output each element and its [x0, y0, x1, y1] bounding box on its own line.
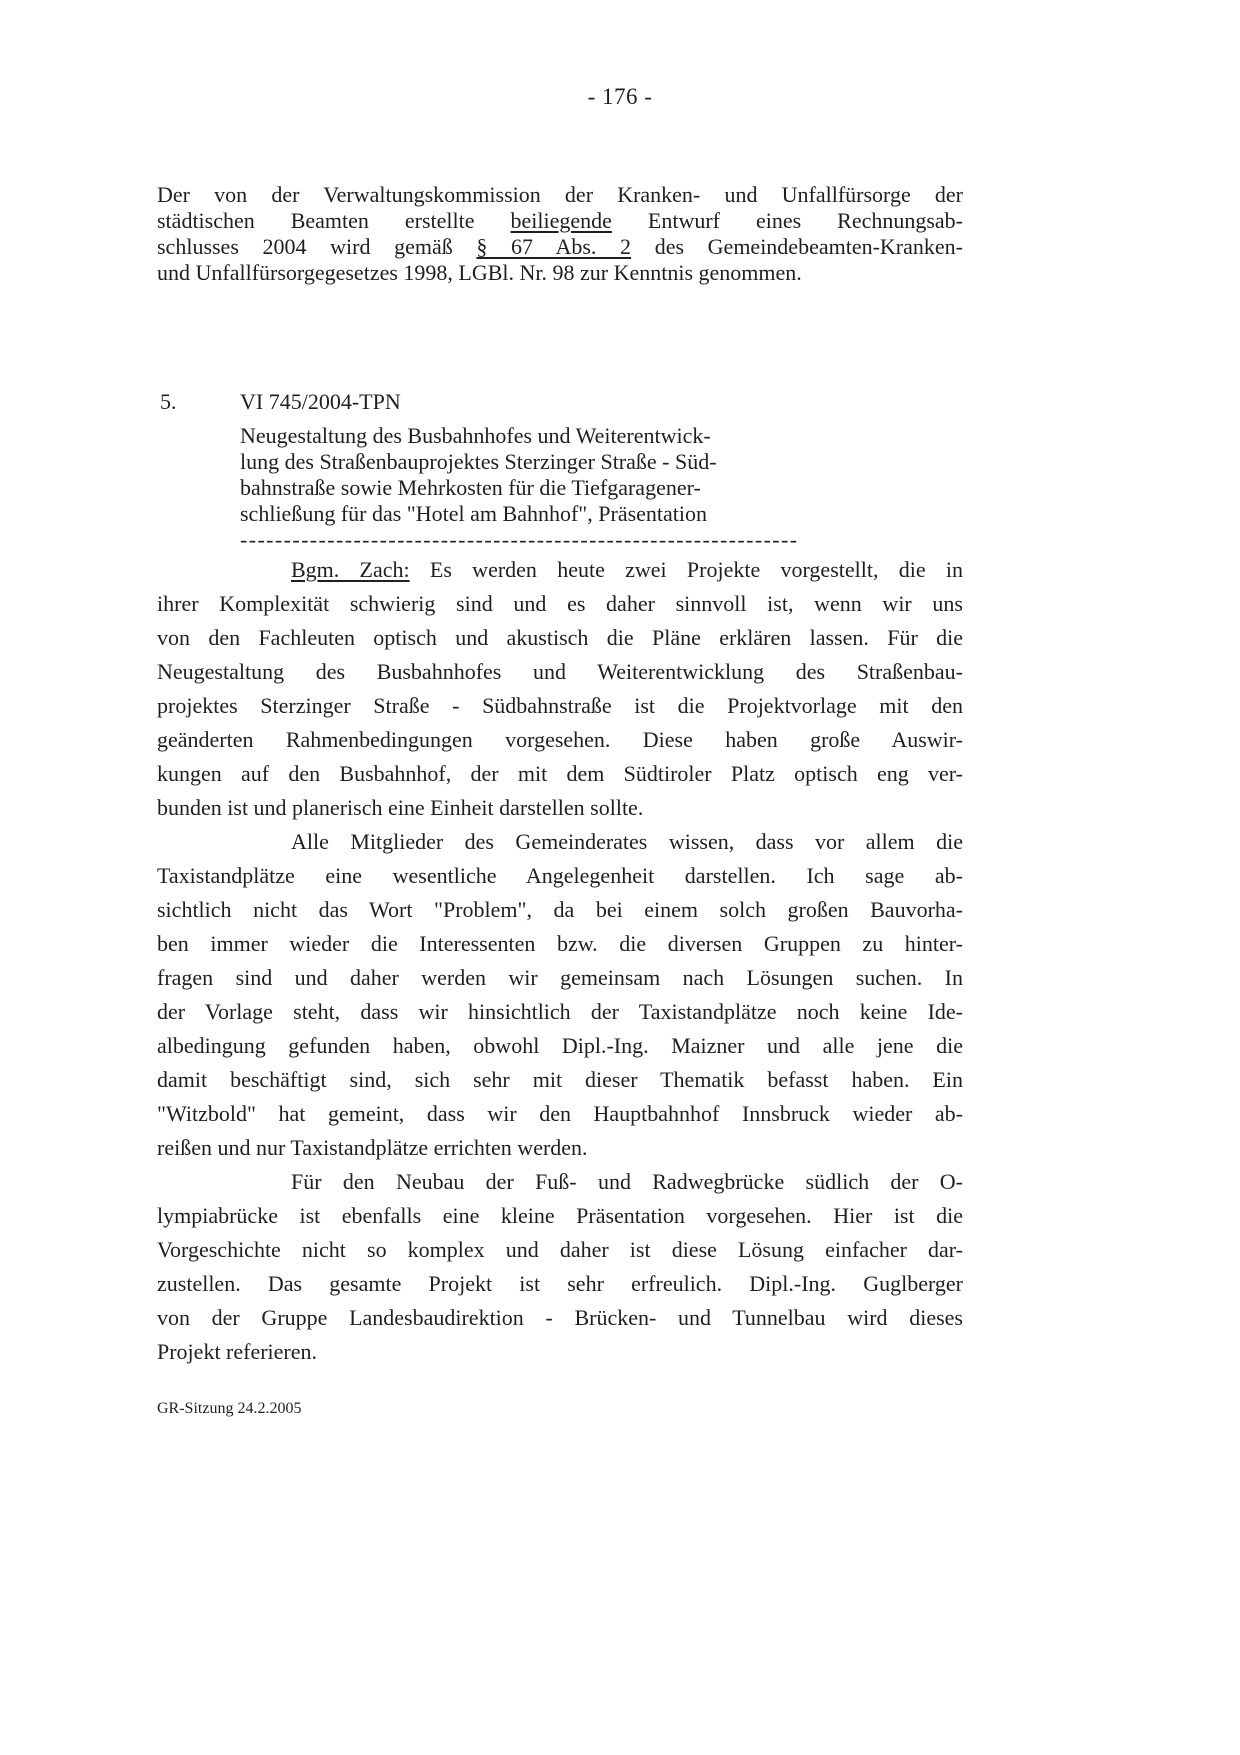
agenda-divider: ---------------------------------------------------------------- — [240, 527, 799, 552]
text-line — [240, 475, 840, 501]
text-line — [157, 1199, 963, 1233]
text-line — [157, 927, 963, 961]
text-line — [157, 1029, 963, 1063]
text-segment: reißen und nur Taxistandplätze errichten werden. — [157, 1135, 588, 1160]
text-segment: ben immer wieder die Interessenten bzw. die diversen Gruppen zu hinter- — [157, 931, 963, 956]
text-line — [157, 757, 963, 791]
underlined-text: § 67 Abs. 2 — [476, 234, 632, 259]
text-segment: ihrer Komplexität schwierig sind und es daher sinnvoll ist, wenn wir uns — [157, 591, 963, 616]
text-segment: lympiabrücke ist ebenfalls eine kleine Präsentation vorgesehen. Hier ist die — [157, 1203, 963, 1228]
page-footer: GR-Sitzung 24.2.2005 — [157, 1400, 302, 1417]
text-line — [157, 260, 963, 286]
text-segment: zustellen. Das gesamte Projekt ist sehr erfreulich. Dipl.-Ing. Guglberger — [157, 1271, 963, 1296]
text-segment: schlusses 2004 wird gemäß — [157, 234, 477, 259]
text-segment: geänderten Rahmenbedingungen vorgesehen. Diese haben große Auswir- — [157, 727, 963, 752]
text-line — [157, 859, 963, 893]
text-line — [157, 208, 963, 234]
text-segment: städtischen Beamten erstellte — [157, 208, 511, 233]
text-segment: albedingung gefunden haben, obwohl Dipl.-Ing. Maizner und alle jene die — [157, 1033, 963, 1058]
intro-paragraph — [157, 182, 963, 286]
agenda-item-reference: VI 745/2004-TPN — [240, 389, 401, 414]
text-line — [157, 182, 963, 208]
text-segment: des Gemeindebeamten-Kranken- — [631, 234, 963, 259]
text-segment: Der von der Verwaltungskommission der Kranken- und Unfallfürsorge der — [157, 182, 963, 207]
text-segment: Projekt referieren. — [157, 1339, 318, 1364]
text-line — [157, 553, 963, 587]
text-line — [157, 655, 963, 689]
agenda-item-header — [160, 389, 401, 415]
text-line — [240, 449, 840, 475]
text-line — [157, 1097, 963, 1131]
text-segment: damit beschäftigt sind, sich sehr mit dieser Thematik befasst haben. Ein — [157, 1067, 963, 1092]
text-segment: von den Fachleuten optisch und akustisch die Pläne erklären lassen. Für die — [157, 625, 963, 650]
text-line — [157, 234, 963, 260]
text-segment: Taxistandplätze eine wesentliche Angelegenheit darstellen. Ich sage ab- — [157, 863, 963, 888]
text-line — [157, 791, 963, 825]
speech-paragraph — [157, 1165, 963, 1369]
speech-body — [157, 553, 963, 1369]
text-line — [157, 723, 963, 757]
text-segment: fragen sind und daher werden wir gemeinsam nach Lösungen suchen. In — [157, 965, 963, 990]
text-segment: kungen auf den Busbahnhof, der mit dem Südtiroler Platz optisch eng ver- — [157, 761, 963, 786]
text-line — [157, 1335, 963, 1369]
text-line — [157, 1267, 963, 1301]
text-segment: Neugestaltung des Busbahnhofes und Weiterentwick- — [240, 423, 711, 448]
page-number: - 176 - — [587, 84, 653, 109]
text-segment: sichtlich nicht das Wort "Problem", da bei einem solch großen Bauvorha- — [157, 897, 963, 922]
text-segment: bunden ist und planerisch eine Einheit darstellen sollte. — [157, 795, 644, 820]
text-line — [157, 1301, 963, 1335]
speech-paragraph — [157, 825, 963, 1165]
text-segment: der Vorlage steht, dass wir hinsichtlich der Taxistandplätze noch keine Ide- — [157, 999, 963, 1024]
text-line — [157, 1165, 963, 1199]
text-line — [157, 689, 963, 723]
agenda-item-number: 5. — [160, 389, 177, 414]
text-line — [240, 423, 840, 449]
text-line — [157, 995, 963, 1029]
text-segment: "Witzbold" hat gemeint, dass wir den Hauptbahnhof Innsbruck wieder ab- — [157, 1101, 963, 1126]
text-line — [240, 501, 840, 527]
text-segment: Entwurf eines Rechnungsab- — [611, 208, 963, 233]
text-line — [157, 1131, 963, 1165]
text-segment: Vorgeschichte nicht so komplex und daher ist diese Lösung einfacher dar- — [157, 1237, 963, 1262]
text-segment: von der Gruppe Landesbaudirektion - Brücken- und Tunnelbau wird dieses — [157, 1305, 963, 1330]
text-segment: Für den Neubau der Fuß- und Radwegbrücke südlich der O- — [291, 1169, 963, 1194]
text-line — [157, 621, 963, 655]
speech-paragraph — [157, 553, 963, 825]
text-segment: lung des Straßenbauprojektes Sterzinger Straße - Süd- — [240, 449, 717, 474]
agenda-item-subject — [240, 423, 840, 527]
text-segment: Alle Mitglieder des Gemeinderates wissen, dass vor allem die — [291, 829, 963, 854]
text-segment: und Unfallfürsorgegesetzes 1998, LGBl. Nr. 98 zur Kenntnis genommen. — [157, 260, 802, 285]
underlined-text: beiliegende — [510, 208, 612, 233]
text-line — [157, 1063, 963, 1097]
text-line — [157, 587, 963, 621]
text-segment: schließung für das "Hotel am Bahnhof", Präsentation — [240, 501, 708, 526]
text-segment: bahnstraße sowie Mehrkosten für die Tiefgaragener- — [240, 475, 701, 500]
text-segment: projektes Sterzinger Straße - Südbahnstraße ist die Projektvorlage mit den — [157, 693, 963, 718]
text-line — [157, 1233, 963, 1267]
text-segment: Es werden heute zwei Projekte vorgestellt, die in — [409, 557, 963, 582]
text-line — [157, 893, 963, 927]
text-segment: Neugestaltung des Busbahnhofes und Weiterentwicklung des Straßenbau- — [157, 659, 963, 684]
text-line — [157, 825, 963, 859]
underlined-text: Bgm. Zach: — [291, 557, 410, 582]
text-line — [157, 961, 963, 995]
